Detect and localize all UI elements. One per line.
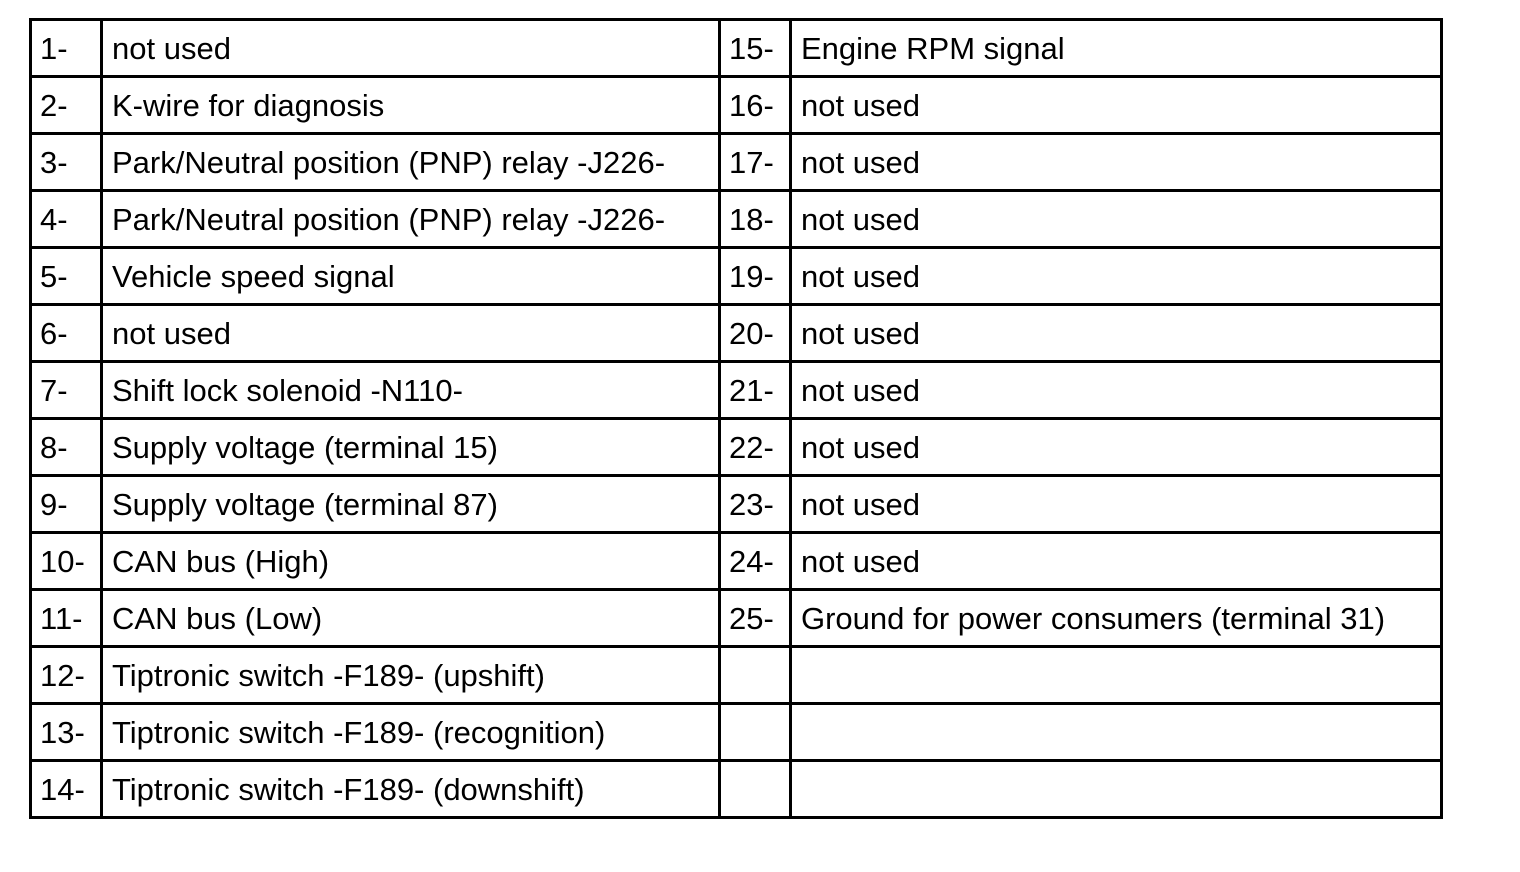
right-pin-description: not used [791,248,1442,305]
right-pin-description: not used [791,476,1442,533]
right-pin-description: not used [791,362,1442,419]
left-pin-number: 11- [31,590,102,647]
left-pin-number: 13- [31,704,102,761]
right-pin-number: 21- [720,362,791,419]
left-pin-number: 3- [31,134,102,191]
right-pin-number: 24- [720,533,791,590]
right-pin-description: not used [791,77,1442,134]
table-row [31,647,1442,704]
right-pin-description: not used [791,305,1442,362]
left-pin-description: Supply voltage (terminal 15) [102,419,720,476]
left-pin-number: 4- [31,191,102,248]
right-pin-number [720,704,791,761]
right-pin-description: not used [791,134,1442,191]
table-row [31,191,1442,248]
table-row [31,533,1442,590]
left-pin-description: K-wire for diagnosis [102,77,720,134]
right-pin-description: Ground for power consumers (terminal 31) [791,590,1442,647]
left-pin-description: Supply voltage (terminal 87) [102,476,720,533]
table-row [31,590,1442,647]
right-pin-description: not used [791,191,1442,248]
table-row [31,362,1442,419]
right-pin-number: 15- [720,20,791,77]
right-pin-description: not used [791,419,1442,476]
left-pin-number: 10- [31,533,102,590]
left-pin-number: 12- [31,647,102,704]
pin-table-body [31,20,1442,818]
right-pin-number: 19- [720,248,791,305]
right-pin-description: Engine RPM signal [791,20,1442,77]
table-row [31,761,1442,818]
right-pin-number: 22- [720,419,791,476]
left-pin-description: CAN bus (High) [102,533,720,590]
right-pin-number: 16- [720,77,791,134]
left-pin-number: 2- [31,77,102,134]
right-pin-description: not used [791,533,1442,590]
left-pin-number: 7- [31,362,102,419]
right-pin-number: 17- [720,134,791,191]
left-pin-description: Tiptronic switch -F189- (downshift) [102,761,720,818]
left-pin-description: not used [102,305,720,362]
right-pin-number: 25- [720,590,791,647]
left-pin-description: Park/Neutral position (PNP) relay -J226- [102,134,720,191]
left-pin-description: Tiptronic switch -F189- (recognition) [102,704,720,761]
table-row [31,77,1442,134]
right-pin-number [720,761,791,818]
left-pin-number: 1- [31,20,102,77]
right-pin-number: 18- [720,191,791,248]
left-pin-description: Vehicle speed signal [102,248,720,305]
table-row [31,704,1442,761]
left-pin-description: not used [102,20,720,77]
table-row [31,305,1442,362]
right-pin-number: 20- [720,305,791,362]
left-pin-number: 9- [31,476,102,533]
left-pin-description: Tiptronic switch -F189- (upshift) [102,647,720,704]
table-row [31,20,1442,77]
table-row [31,419,1442,476]
right-pin-number [720,647,791,704]
left-pin-number: 6- [31,305,102,362]
left-pin-number: 5- [31,248,102,305]
table-row [31,134,1442,191]
left-pin-description: Shift lock solenoid -N110- [102,362,720,419]
left-pin-number: 8- [31,419,102,476]
right-pin-description [791,704,1442,761]
right-pin-number: 23- [720,476,791,533]
table-row [31,476,1442,533]
left-pin-description: CAN bus (Low) [102,590,720,647]
right-pin-description [791,647,1442,704]
right-pin-description [791,761,1442,818]
pin-assignment-table [29,18,1443,819]
left-pin-description: Park/Neutral position (PNP) relay -J226- [102,191,720,248]
left-pin-number: 14- [31,761,102,818]
table-row [31,248,1442,305]
